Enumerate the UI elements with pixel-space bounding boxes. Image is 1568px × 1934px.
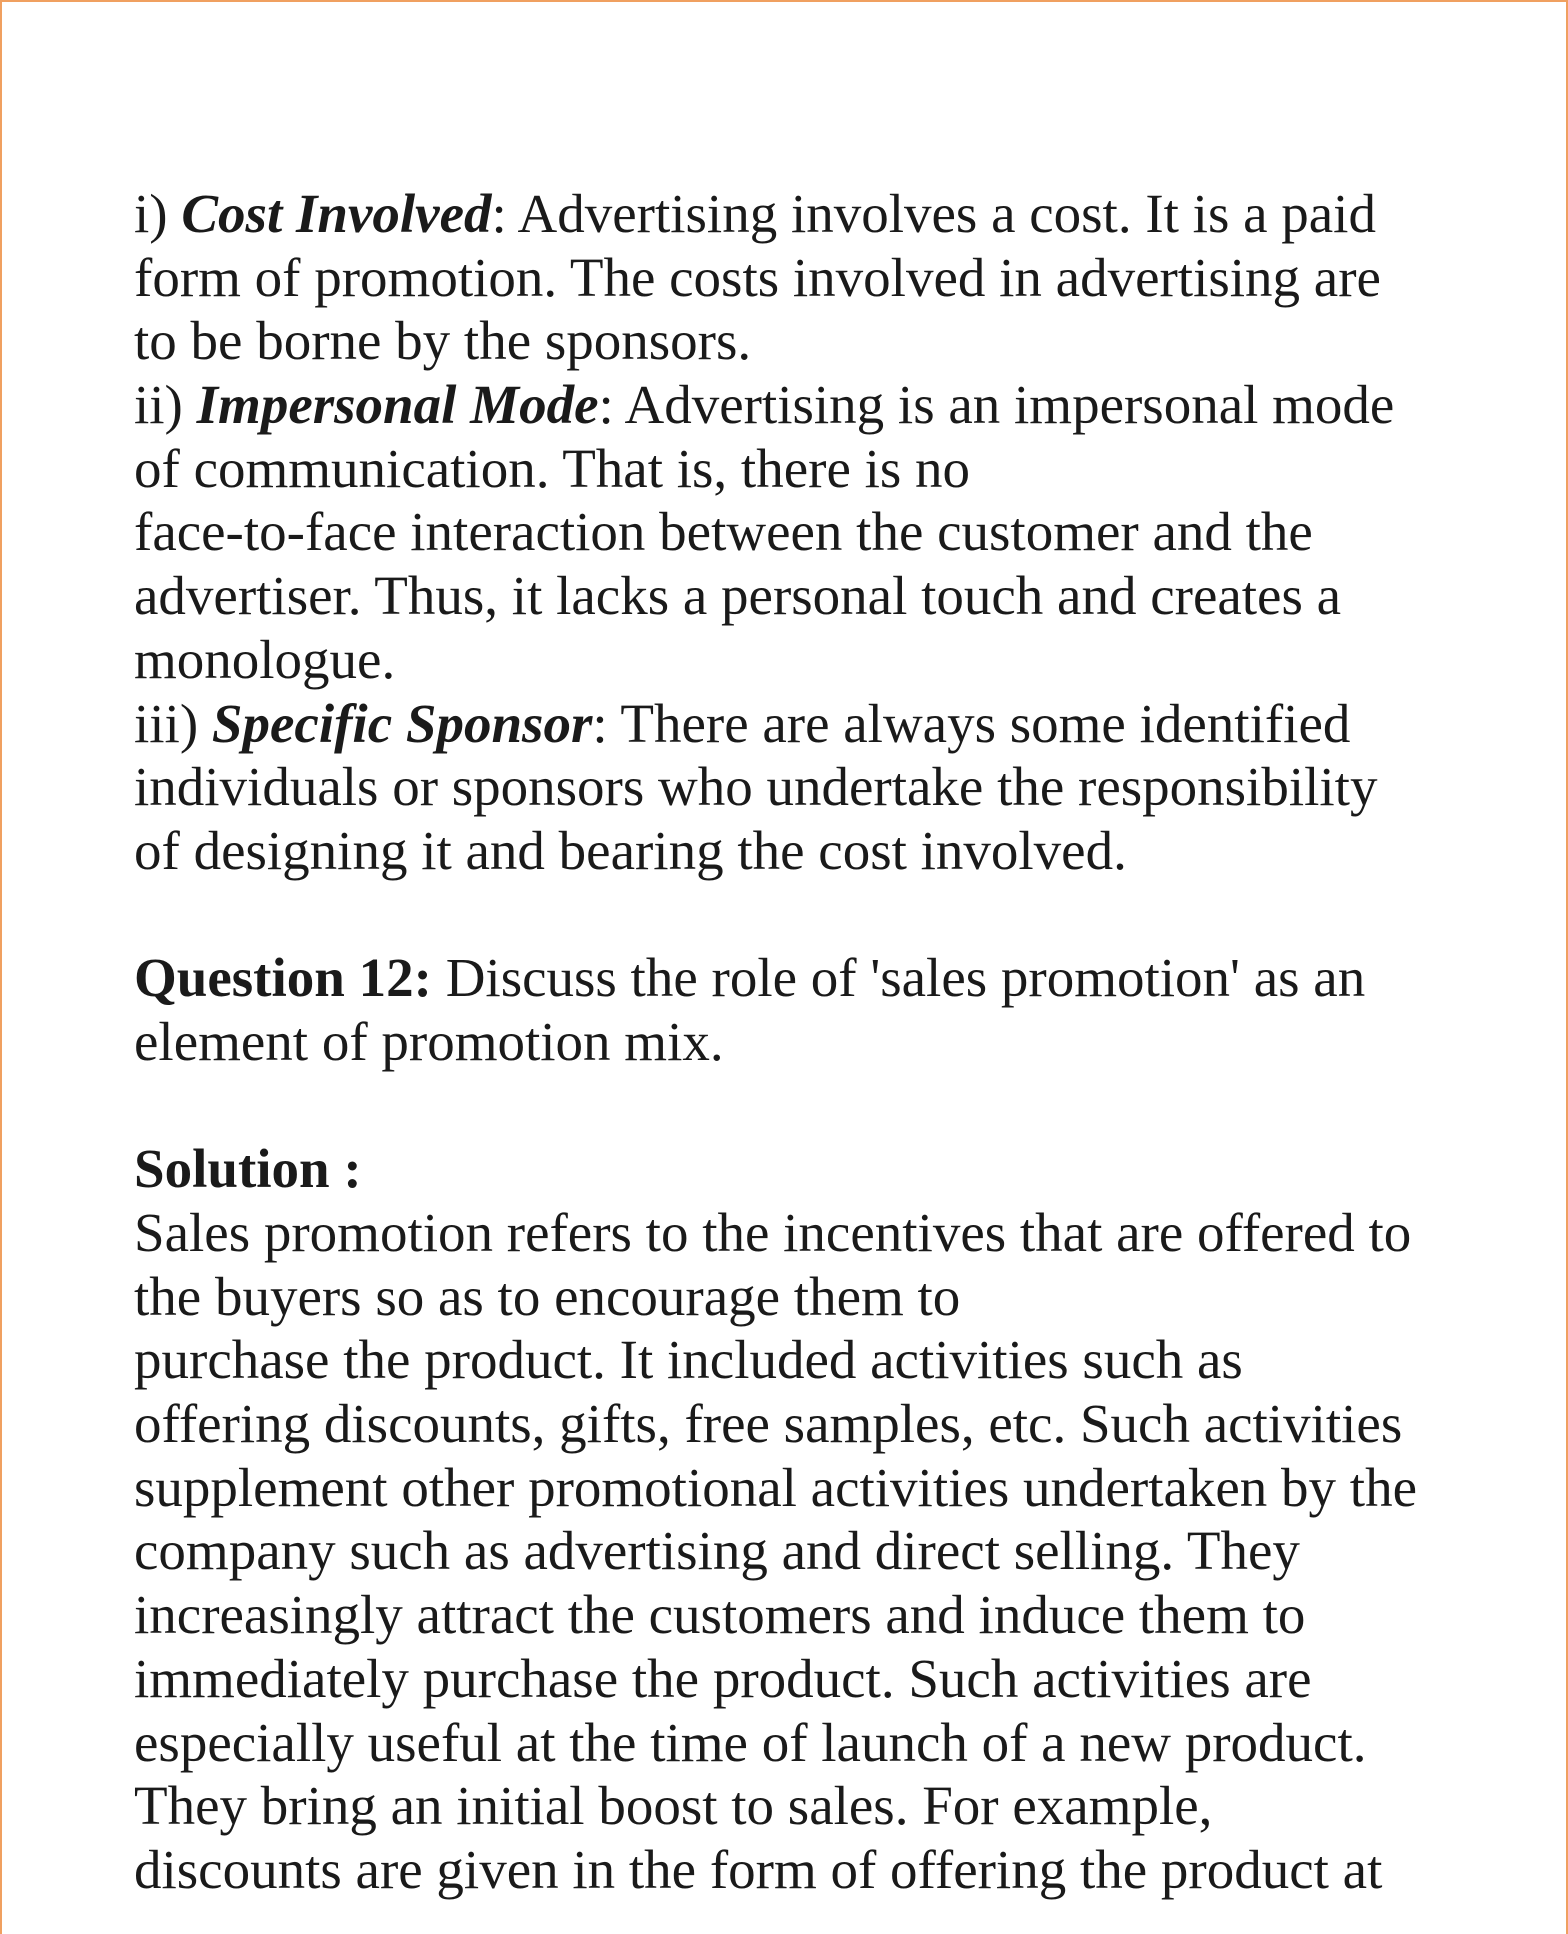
point-2-line-5: monologue. (134, 628, 396, 690)
question-line-1 (134, 946, 1454, 1010)
point-3-term: Specific Sponsor (211, 692, 593, 754)
solution-label: Solution : (134, 1138, 362, 1200)
point-3-line-3: of designing it and bearing the cost involved. (134, 819, 1127, 881)
document-content (134, 182, 1454, 1902)
point-3-marker: iii) (134, 692, 212, 754)
point-3-line-2: individuals or sponsors who undertake the responsibility (134, 756, 1378, 818)
solution-line-10: They bring an initial boost to sales. For example, (134, 1775, 1213, 1837)
point-2-term: Impersonal Mode (196, 374, 599, 436)
point-2-line-3: face-to-face interaction between the customer and the (134, 501, 1313, 563)
solution-line-11: discounts are given in the form of offering the product at (134, 1838, 1383, 1900)
question-line-2: element of promotion mix. (134, 1010, 724, 1072)
point-1-line-3: to be borne by the sponsors. (134, 310, 752, 372)
point-1-text-1: : Advertising involves a cost. It is a paid (491, 183, 1376, 244)
point-2-line-2: of communication. That is, there is no (134, 437, 971, 499)
point-2-line-1 (134, 373, 1454, 437)
point-2-line-4: advertiser. Thus, it lacks a personal touch and creates a (134, 565, 1342, 627)
solution-line-2: the buyers so as to encourage them to (134, 1265, 961, 1327)
spacer (134, 883, 1454, 947)
point-1-line-2: form of promotion. The costs involved in advertising are (134, 246, 1381, 308)
solution-line-5: supplement other promotional activities undertaken by the (134, 1456, 1417, 1518)
solution-line-8: immediately purchase the product. Such activities are (134, 1647, 1312, 1709)
question-label: Question 12: (134, 947, 432, 1009)
solution-line-4: offering discounts, gifts, free samples, etc. Such activities (134, 1393, 1403, 1455)
spacer (134, 1074, 1454, 1138)
solution-line-9: especially useful at the time of launch of a new product. (134, 1711, 1367, 1773)
point-3-text-1: : There are always some identified (592, 692, 1351, 754)
point-1-line-1 (134, 182, 1454, 246)
point-1-marker: i) (134, 183, 182, 244)
solution-line-3: purchase the product. It included activities such as (134, 1329, 1243, 1391)
point-3-line-1 (134, 692, 1454, 756)
point-1-term: Cost Involved (181, 183, 492, 244)
solution-line-6: company such as advertising and direct selling. They (134, 1520, 1300, 1582)
point-2-marker: ii) (134, 374, 197, 436)
solution-line-1: Sales promotion refers to the incentives that are offered to (134, 1202, 1412, 1263)
solution-line-7: increasingly attract the customers and induce them to (134, 1584, 1306, 1646)
point-2-text-1: : Advertising is an impersonal mode (598, 374, 1395, 436)
question-text-1: Discuss the role of 'sales promotion' as an (431, 947, 1366, 1009)
